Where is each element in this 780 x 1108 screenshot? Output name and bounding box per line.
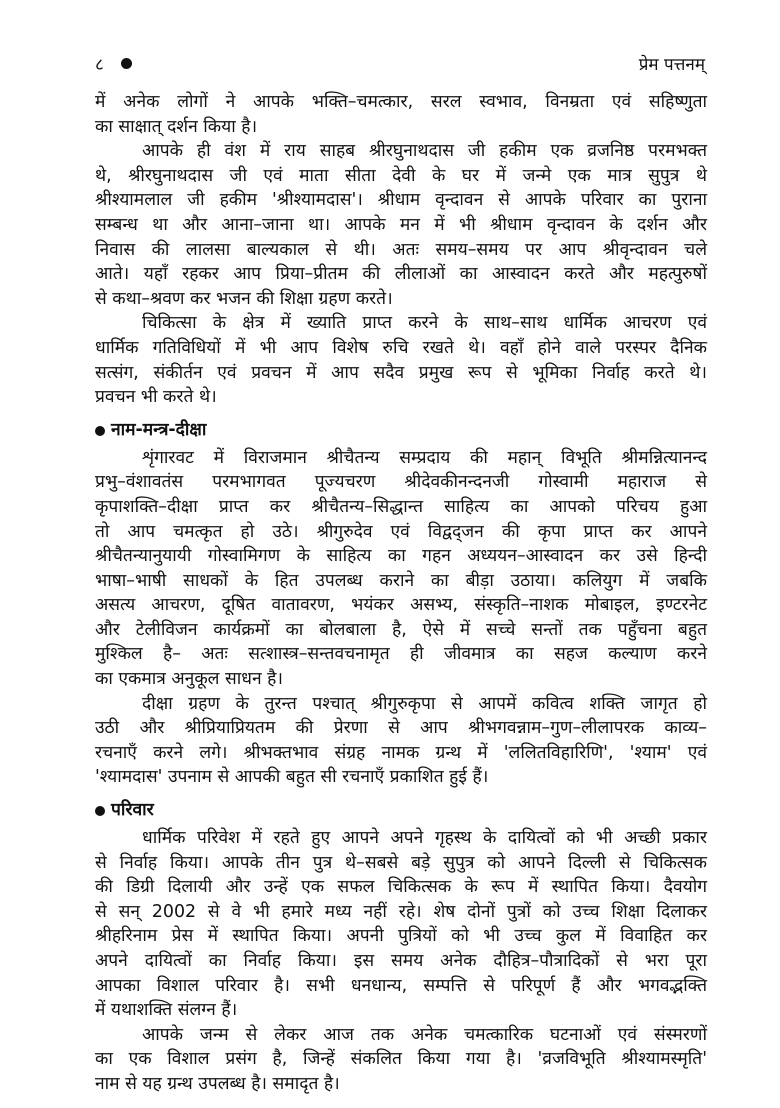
text-line: श्रीचैतन्यानुयायी गोस्वामिगण के साहित्य का गहन अध्ययन–आस्वादन कर उसे हिन्दी — [95, 546, 707, 567]
text-line: आपका विशाल परिवार है। सभी धनधान्य, सम्पत्ति से परिपूर्ण हैं और भगवद्भक्ति — [95, 975, 707, 996]
text-line: शृंगारवट में विराजमान श्रीचैतन्य सम्प्रदाय की महान् विभूति श्रीमन्नित्यानन्द — [142, 447, 707, 468]
bullet-icon — [95, 426, 105, 436]
text-line: प्रवचन भी करते थे। — [95, 387, 217, 408]
text-line: निवास की लालसा बाल्यकाल से थी। अतः समय–समय पर आप श्रीवृन्दावन चले — [95, 239, 707, 260]
header-bullet-icon — [121, 58, 132, 69]
text-line: प्रभु–वंशावतंस परमभागवत पूज्यचरण श्रीदेवकीनन्दनजी गोस्वामी महाराज से — [95, 472, 707, 493]
paragraph-1 — [95, 90, 707, 139]
text-line: कृपाशक्ति–दीक्षा प्राप्त कर श्रीचैतन्य–सिद्धान्त साहित्य का आपको परिचय हुआ — [95, 496, 707, 517]
section-heading-naam-mantra-diksha — [95, 417, 707, 444]
text-line: तो आप चमत्कृत हो उठे। श्रीगुरुदेव एवं विद्वद्जन की कृपा प्राप्त कर आपने — [95, 521, 707, 542]
text-line: आपके ही वंश में राय साहब श्रीरघुनाथदास जी हकीम एक व्रजनिष्ठ परमभक्त — [142, 141, 707, 162]
text-line: अपने दायित्वों का निर्वाह किया। इस समय अनेक दौहित्र–पौत्रादिकों से भरा पूरा — [95, 951, 707, 971]
text-line: से सन् 2002 से वे भी हमारे मध्य नहीं रहे। शेष दोनों पुत्रों को उच्च शिक्षा दिलाकर — [95, 901, 707, 922]
paragraph-4 — [95, 446, 707, 692]
section-heading-text: नाम-मन्त्र-दीक्षा — [111, 419, 207, 440]
paragraph-7 — [95, 1023, 707, 1097]
text-line: उठी और श्रीप्रियाप्रियतम की प्रेरणा से आप श्रीभगवन्नाम–गुण–लीलापरक काव्य– — [95, 718, 707, 739]
text-line: और टेलीविजन कार्यक्रमों का बोलबाला है, ऐसे में सच्चे सन्तों तक पहुँचना बहुत — [95, 619, 707, 640]
section-heading-text: परिवार — [111, 800, 154, 821]
text-line: सत्संग, संकीर्तन एवं प्रवचन में आप सदैव प्रमुख रूप से भूमिका निर्वाह करते थे। — [95, 362, 707, 383]
text-line: धार्मिक गतिविधियों में भी आप विशेष रुचि रखते थे। वहाँ होने वाले परस्पर दैनिक — [95, 337, 707, 358]
text-line: का एक विशाल प्रसंग है, जिन्हें संकलित किया गया है। 'व्रजविभूति श्रीश्यामस्मृति' — [95, 1049, 707, 1070]
text-line: का साक्षात् दर्शन किया है। — [95, 116, 258, 137]
text-line: श्रीश्यामलाल जी हकीम 'श्रीश्यामदास'। श्रीधाम वृन्दावन से आपके परिवार का पुराना — [95, 190, 707, 211]
text-line: थे, श्रीरघुनाथदास जी एवं माता सीता देवी के घर में जन्मे एक मात्र सुपुत्र थे — [95, 165, 707, 186]
text-line: 'श्यामदास' उपनाम से आपकी बहुत सी रचनाएँ प्रकाशित हुई हैं। — [95, 767, 489, 788]
text-line: आपके जन्म से लेकर आज तक अनेक चमत्कारिक घटनाओं एवं संस्मरणों — [142, 1024, 707, 1045]
paragraph-3 — [95, 311, 707, 409]
section-heading-parivar — [95, 797, 707, 824]
text-line: से कथा–श्रवण कर भजन की शिक्षा ग्रहण करते। — [95, 288, 393, 309]
text-line: की डिग्री दिलायी और उन्हें एक सफल चिकित्सक के रूप में स्थापित किया। दैवयोग — [95, 877, 707, 898]
text-line: में यथाशक्ति संलग्न हैं। — [95, 1000, 238, 1021]
page-header — [95, 52, 707, 80]
text-line: सम्बन्ध था और आना–जाना था। आपके मन में भी श्रीधाम वृन्दावन के दर्शन और — [95, 214, 707, 235]
text-line: श्रीहरिनाम प्रेस में स्थापित किया। अपनी पुत्रियों को भी उच्च कुल में विवाहित कर — [95, 926, 707, 947]
paragraph-2 — [95, 139, 707, 311]
text-line: दीक्षा ग्रहण के तुरन्त पश्चात् श्रीगुरुकृपा से आपमें कवित्व शक्ति जागृत हो — [142, 693, 707, 714]
text-line: में अनेक लोगों ने आपके भक्ति–चमत्कार, सरल स्वभाव, विनम्रता एवं सहिष्णुता — [95, 92, 707, 112]
page-body — [95, 90, 707, 1097]
text-line: भाषा–भाषी साधकों के हित उपलब्ध कराने का बीड़ा उठाया। कलियुग में जबकि — [95, 570, 707, 591]
text-line: चिकित्सा के क्षेत्र में ख्याति प्राप्त करने के साथ–साथ धार्मिक आचरण एवं — [142, 313, 707, 334]
text-line: रचनाएँ करने लगे। श्रीभक्तभाव संग्रह नामक ग्रन्थ में 'ललितविहारिणि', 'श्याम' एवं — [95, 742, 707, 763]
text-line: मुश्किल है– अतः सत्शास्त्र–सन्तवचनामृत ही जीवमात्र का सहज कल्याण करने — [95, 644, 707, 665]
text-line: धार्मिक परिवेश में रहते हुए आपने अपने गृहस्थ के दायित्वों को भी अच्छी प्रकार — [142, 828, 707, 849]
bullet-icon — [95, 806, 105, 816]
text-line: असत्य आचरण, दूषित वातावरण, भयंकर असभ्य, संस्कृति–नाशक मोबाइल, इण्टरनेट — [95, 595, 707, 616]
text-line: आते। यहाँ रहकर आप प्रिया–प्रीतम की लीलाओं का आस्वादन करते और महत्पुरुषों — [95, 264, 707, 285]
paragraph-6 — [95, 826, 707, 1023]
text-line: नाम से यह ग्रन्थ उपलब्ध है। समादृत है। — [95, 1073, 340, 1094]
paragraph-5 — [95, 692, 707, 790]
text-line: का एकमात्र अनुकूल साधन है। — [95, 669, 283, 690]
running-title: प्रेम पत्तनम् — [638, 55, 705, 75]
text-line: से निर्वाह किया। आपके तीन पुत्र थे–सबसे बड़े सुपुत्र को आपने दिल्ली से चिकित्सक — [95, 852, 707, 873]
page-number: ८ — [95, 55, 104, 75]
